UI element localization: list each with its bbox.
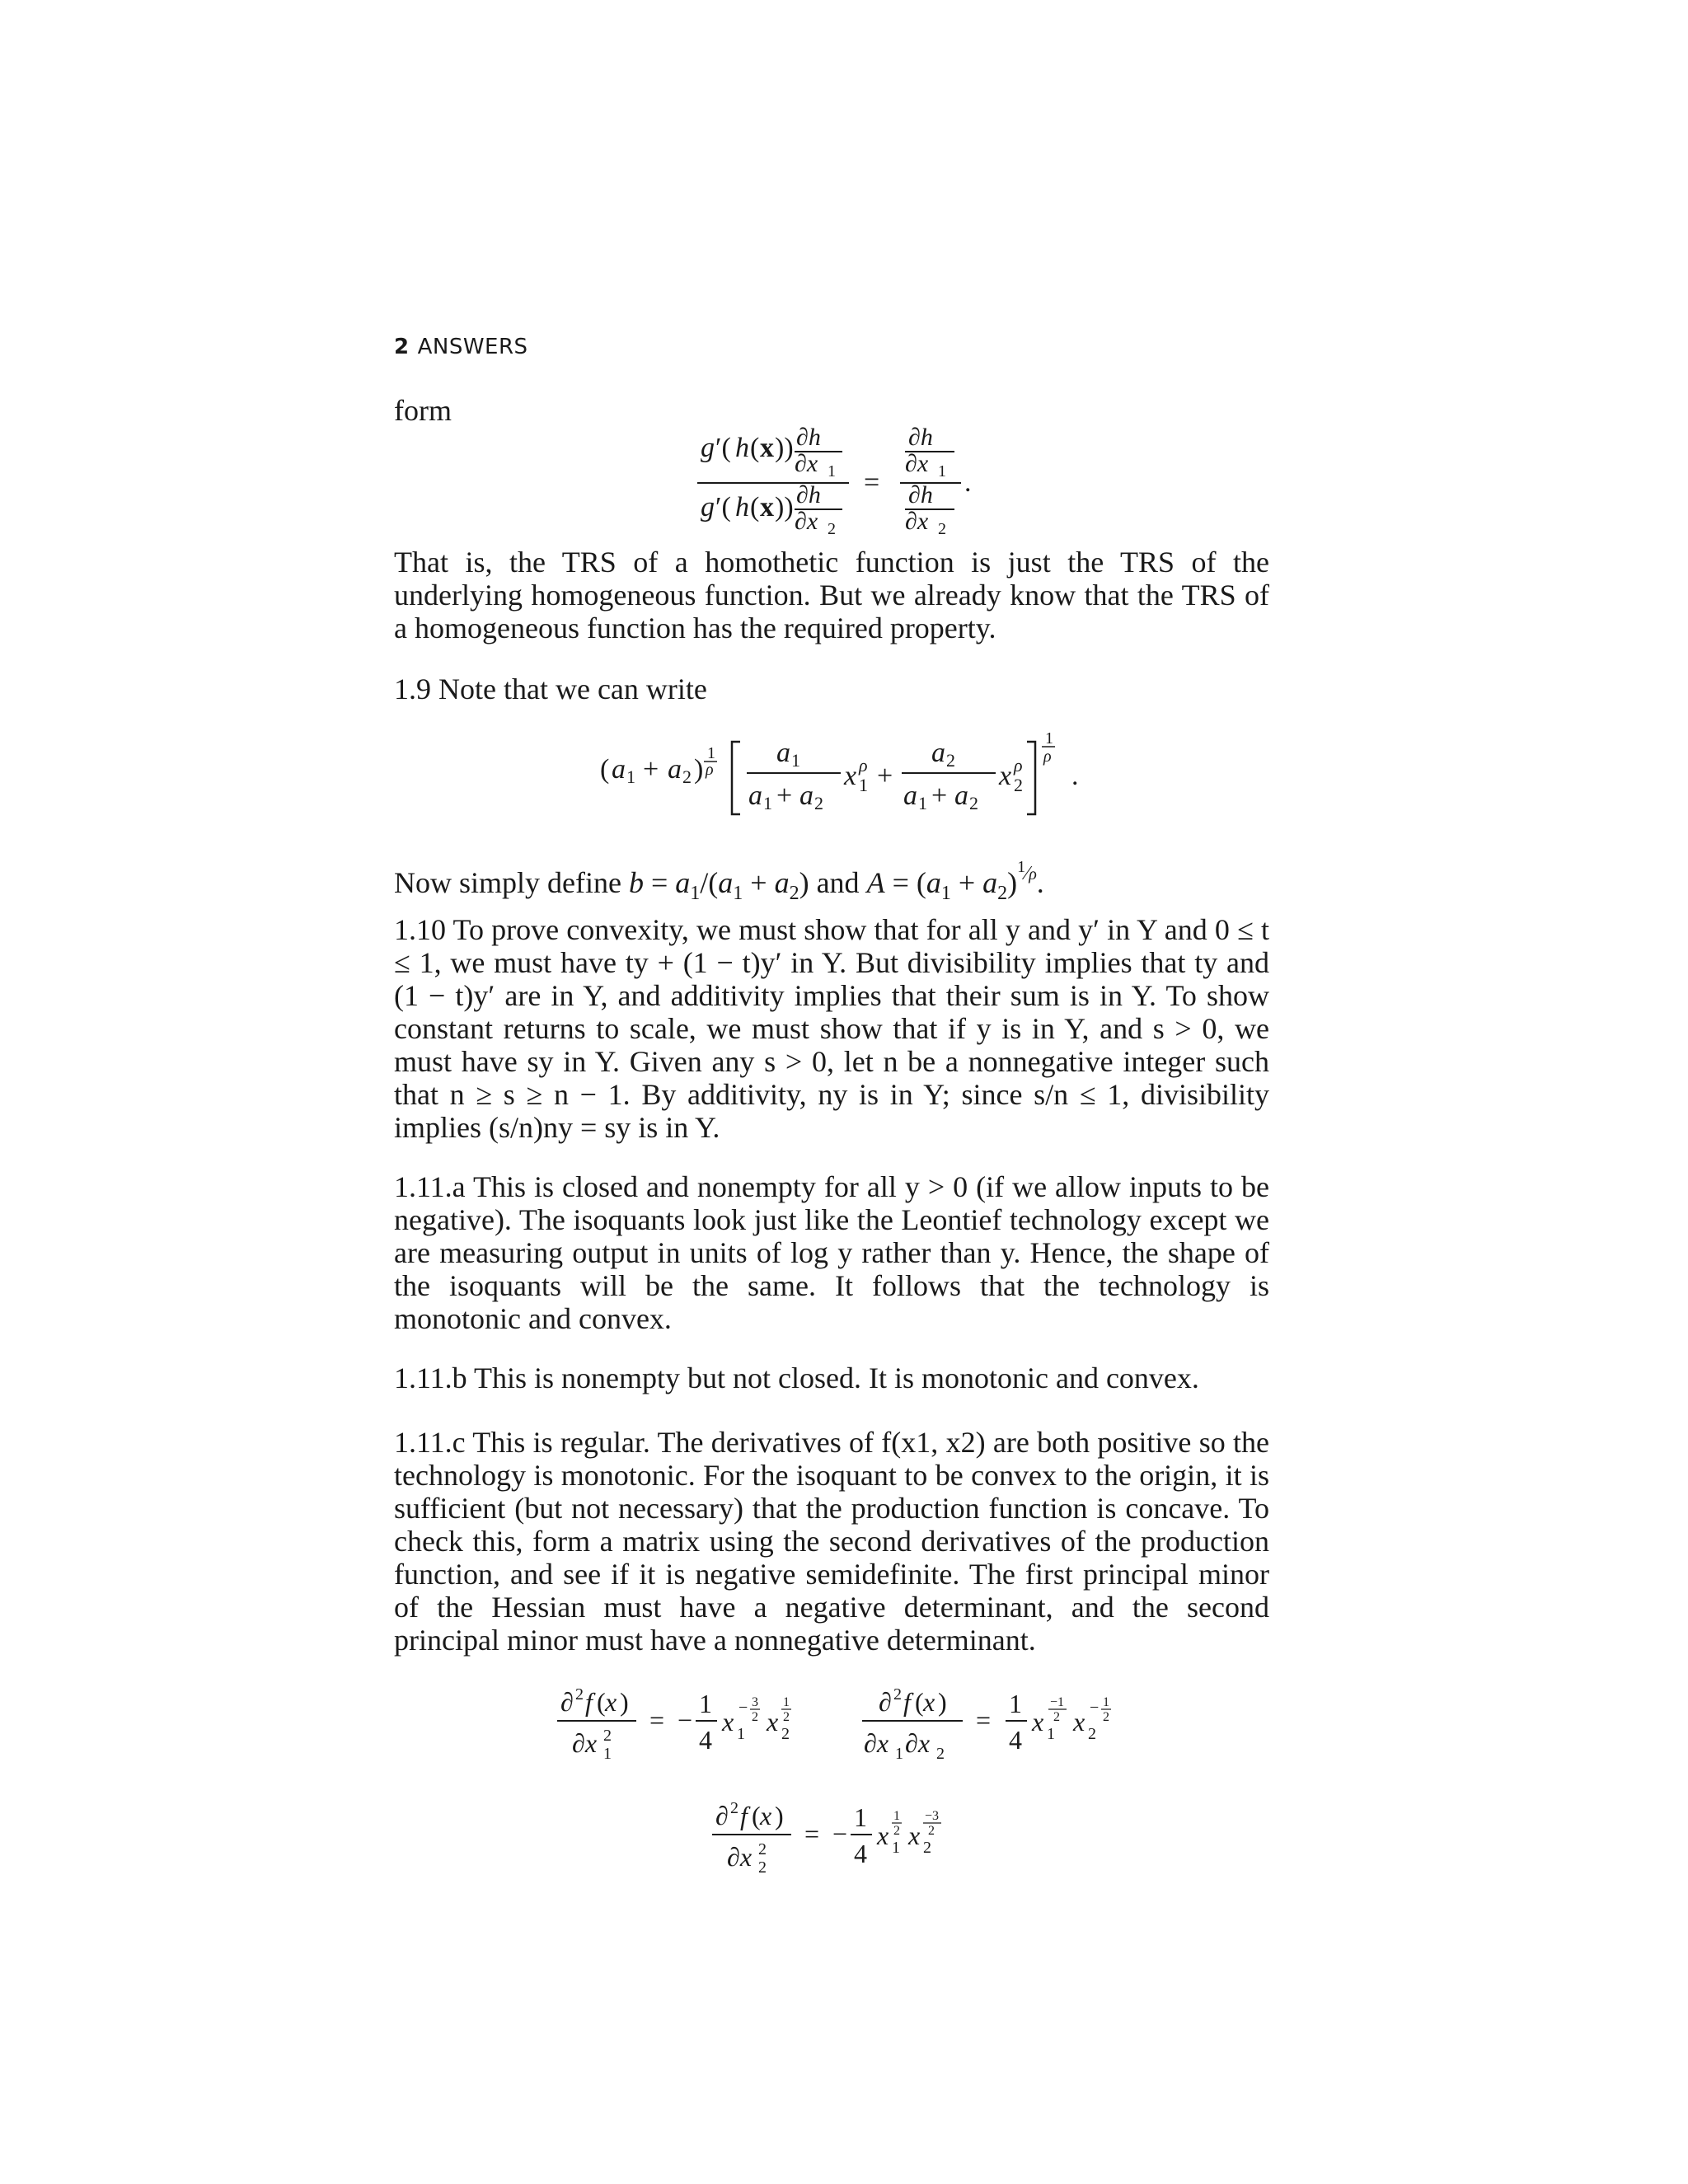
svg-text:=: = [976,1705,992,1735]
svg-text:x: x [923,1687,935,1717]
svg-text:): ) [694,754,704,785]
svg-text:g: g [701,433,715,463]
svg-text:ρ: ρ [859,755,868,776]
svg-text:x: x [1073,1707,1085,1736]
svg-text:a: a [903,780,917,811]
svg-text:x: x [722,1707,734,1736]
svg-text:1: 1 [1103,1695,1109,1709]
svg-text:)): )) [775,492,794,523]
svg-text:∂h: ∂h [796,481,821,509]
page-number: 2 [394,335,410,359]
svg-text:2: 2 [893,1824,900,1838]
svg-text:x: x [760,492,774,523]
svg-text:−1: −1 [1050,1695,1065,1709]
svg-text:2: 2 [603,1727,612,1745]
svg-text:∂h: ∂h [908,481,933,509]
svg-text:∂: ∂ [879,1687,892,1717]
svg-text:a: a [776,738,790,768]
svg-text:a: a [954,780,968,811]
svg-text:1: 1 [763,793,772,813]
svg-text:ρ: ρ [1043,748,1052,766]
svg-text:1: 1 [938,462,946,480]
svg-text:2: 2 [946,750,955,771]
svg-text:2: 2 [758,1840,767,1858]
svg-text:.: . [1071,761,1079,791]
svg-text:(: ( [750,492,760,523]
svg-text:2: 2 [752,1710,758,1724]
svg-text:x: x [908,1821,921,1850]
svg-text:1: 1 [893,1809,900,1823]
svg-text:1: 1 [603,1745,612,1763]
svg-text:2: 2 [936,1745,945,1763]
svg-text:1: 1 [892,1839,900,1857]
svg-text:1: 1 [699,1689,712,1718]
svg-text:h: h [735,492,749,523]
paragraph-1-9: 1.9 Note that we can write [394,673,707,705]
svg-text:1: 1 [707,744,715,762]
svg-text:′(: ′( [715,433,731,463]
svg-text:(: ( [597,1687,606,1717]
svg-text:2: 2 [828,520,836,536]
svg-text:3: 3 [752,1695,758,1709]
svg-text:∂x: ∂x [795,450,818,477]
svg-text:2: 2 [1088,1725,1096,1743]
svg-text:2: 2 [682,766,692,787]
svg-text:∂: ∂ [560,1687,574,1717]
svg-text:x: x [605,1687,617,1717]
define-text: Now simply define $b = a_1/(a_1 + a_2)$ and $A = (a_1 + a_2)^{^1⁄\rho}$. [394,858,1044,904]
svg-text:1: 1 [854,1802,867,1832]
svg-text:1: 1 [1047,1725,1055,1743]
svg-text:4: 4 [854,1839,867,1868]
running-header [394,335,528,359]
paragraph-trs: That is, the TRS of a homothetic function is just the TRS of the underlying homogeneous function. But we already know that the TRS of a homogeneous function has the required property. [394,546,1269,644]
svg-text:4: 4 [699,1725,712,1755]
svg-text:∂h: ∂h [908,424,933,451]
svg-text:x: x [1032,1707,1044,1736]
svg-text:+: + [877,761,893,791]
svg-text:−3: −3 [925,1809,940,1823]
svg-text:1: 1 [737,1725,745,1743]
running-title: ANSWERS [417,335,528,359]
svg-text:1: 1 [895,1745,903,1763]
svg-text:x: x [767,1707,779,1736]
svg-text:2: 2 [1014,775,1023,795]
paragraph-1-11b: 1.11.b This is nonempty but not closed. It is monotonic and convex. [394,1361,1199,1394]
svg-text:1: 1 [1045,729,1053,748]
paragraph-1-11a: 1.11.a This is closed and nonempty for all y > 0 (if we allow inputs to be negative). The isoquants look just like the Leontief technology except we are measuring output in units of log y rather than y. Hence, the shape of the isoquants will be the same. It follows that the technology is monotonic and convex. [394,1170,1269,1335]
svg-text:+: + [931,780,948,811]
svg-text:−: − [678,1705,693,1735]
svg-text:1: 1 [783,1695,790,1709]
svg-text:x: x [760,433,774,463]
svg-text:a: a [931,738,945,768]
svg-text:1: 1 [859,775,868,795]
equation-ces [593,725,1104,824]
svg-text:+: + [776,780,793,811]
paragraph-define [394,851,1269,910]
svg-text:∂h: ∂h [796,424,821,451]
svg-text:2: 2 [758,1858,767,1877]
svg-text:2: 2 [814,793,823,813]
svg-text:.: . [964,467,972,498]
svg-text:=: = [649,1705,665,1735]
svg-text:2: 2 [1103,1710,1109,1724]
svg-text:f: f [740,1801,748,1830]
svg-text:4: 4 [1009,1725,1022,1755]
svg-text:1: 1 [918,793,927,813]
paragraph-1-10: 1.10 To prove convexity, we must show that for all y and y′ in Y and 0 ≤ t ≤ 1, we must have ty + (1 − t)y′ in Y. But divisibility implies that ty and (1 − t)y′ are in Y, and additivity implies that their sum is in Y. To show constant returns to scale, we must show that if y is in Y, and s > 0, we must have sy in Y. Given any s > 0, let n be a nonnegative integer such that n ≥ s ≥ n − 1. By additivity, ny is in Y; since s/n ≤ 1, divisibility implies (s/n)ny = sy is in Y. [394,913,1269,1144]
svg-text:=: = [804,1819,820,1849]
svg-text:−: − [738,1699,748,1717]
svg-text:∂x: ∂x [795,508,818,535]
svg-text:a: a [612,754,626,785]
svg-text:(: ( [750,433,760,463]
svg-text:2: 2 [893,1685,902,1704]
svg-text:a: a [748,780,762,811]
form-word: form [394,394,452,427]
svg-text:1: 1 [828,462,836,480]
svg-text:1: 1 [1009,1689,1022,1718]
svg-text:2: 2 [928,1824,935,1838]
svg-text:f: f [585,1687,593,1717]
svg-text:−: − [832,1819,848,1849]
svg-text:(: ( [600,754,610,785]
svg-text:h: h [735,433,749,463]
svg-text:a: a [799,780,814,811]
svg-text:): ) [938,1687,947,1717]
svg-text:)): )) [775,433,794,463]
svg-text:a: a [668,754,682,785]
svg-text:(: ( [915,1687,924,1717]
equation-f12 [857,1681,1137,1772]
svg-text:(: ( [752,1801,761,1830]
svg-text:2: 2 [781,1725,790,1743]
svg-text:2: 2 [730,1799,738,1817]
svg-text:2: 2 [923,1839,931,1857]
svg-text:g: g [701,492,715,523]
svg-text:2: 2 [1053,1710,1060,1724]
svg-text:x: x [877,1821,889,1850]
svg-text:∂x: ∂x [905,1728,931,1758]
equation-f11 [552,1681,832,1772]
svg-text:∂: ∂ [715,1801,729,1830]
equation-trs [676,420,1022,536]
svg-text:x: x [844,761,857,791]
svg-text:1: 1 [791,750,800,771]
paragraph-1-11c: 1.11.c This is regular. The derivatives of f(x1, x2) are both positive so the technology is monotonic. For the isoquant to be convex to the origin, it is sufficient (but not necessary) that the production function is concave. To check this, form a matrix using the second derivatives of the production function, and see if it is negative semidefinite. The first principal minor of the Hessian must have a negative determinant, and the second principal minor must have a nonnegative determinant. [394,1426,1269,1657]
svg-text:2: 2 [969,793,978,813]
svg-text:∂x: ∂x [727,1842,753,1872]
svg-text:2: 2 [783,1710,790,1724]
svg-text:′(: ′( [715,492,731,523]
svg-text:1: 1 [626,766,635,787]
equation-f22 [707,1795,971,1886]
svg-text:=: = [864,467,880,498]
svg-text:): ) [620,1687,629,1717]
svg-text:−: − [1090,1699,1100,1717]
svg-text:∂x: ∂x [905,450,929,477]
svg-text:2: 2 [938,520,946,536]
svg-text:+: + [643,754,659,785]
svg-text:): ) [775,1801,784,1830]
svg-text:ρ: ρ [1014,755,1023,776]
svg-text:x: x [760,1801,772,1830]
svg-text:x: x [999,761,1012,791]
svg-text:f: f [903,1687,911,1717]
svg-text:2: 2 [575,1685,584,1704]
svg-text:∂x: ∂x [905,508,929,535]
svg-text:∂x: ∂x [572,1728,598,1758]
svg-text:∂x: ∂x [864,1728,889,1758]
svg-text:ρ: ρ [706,761,714,779]
